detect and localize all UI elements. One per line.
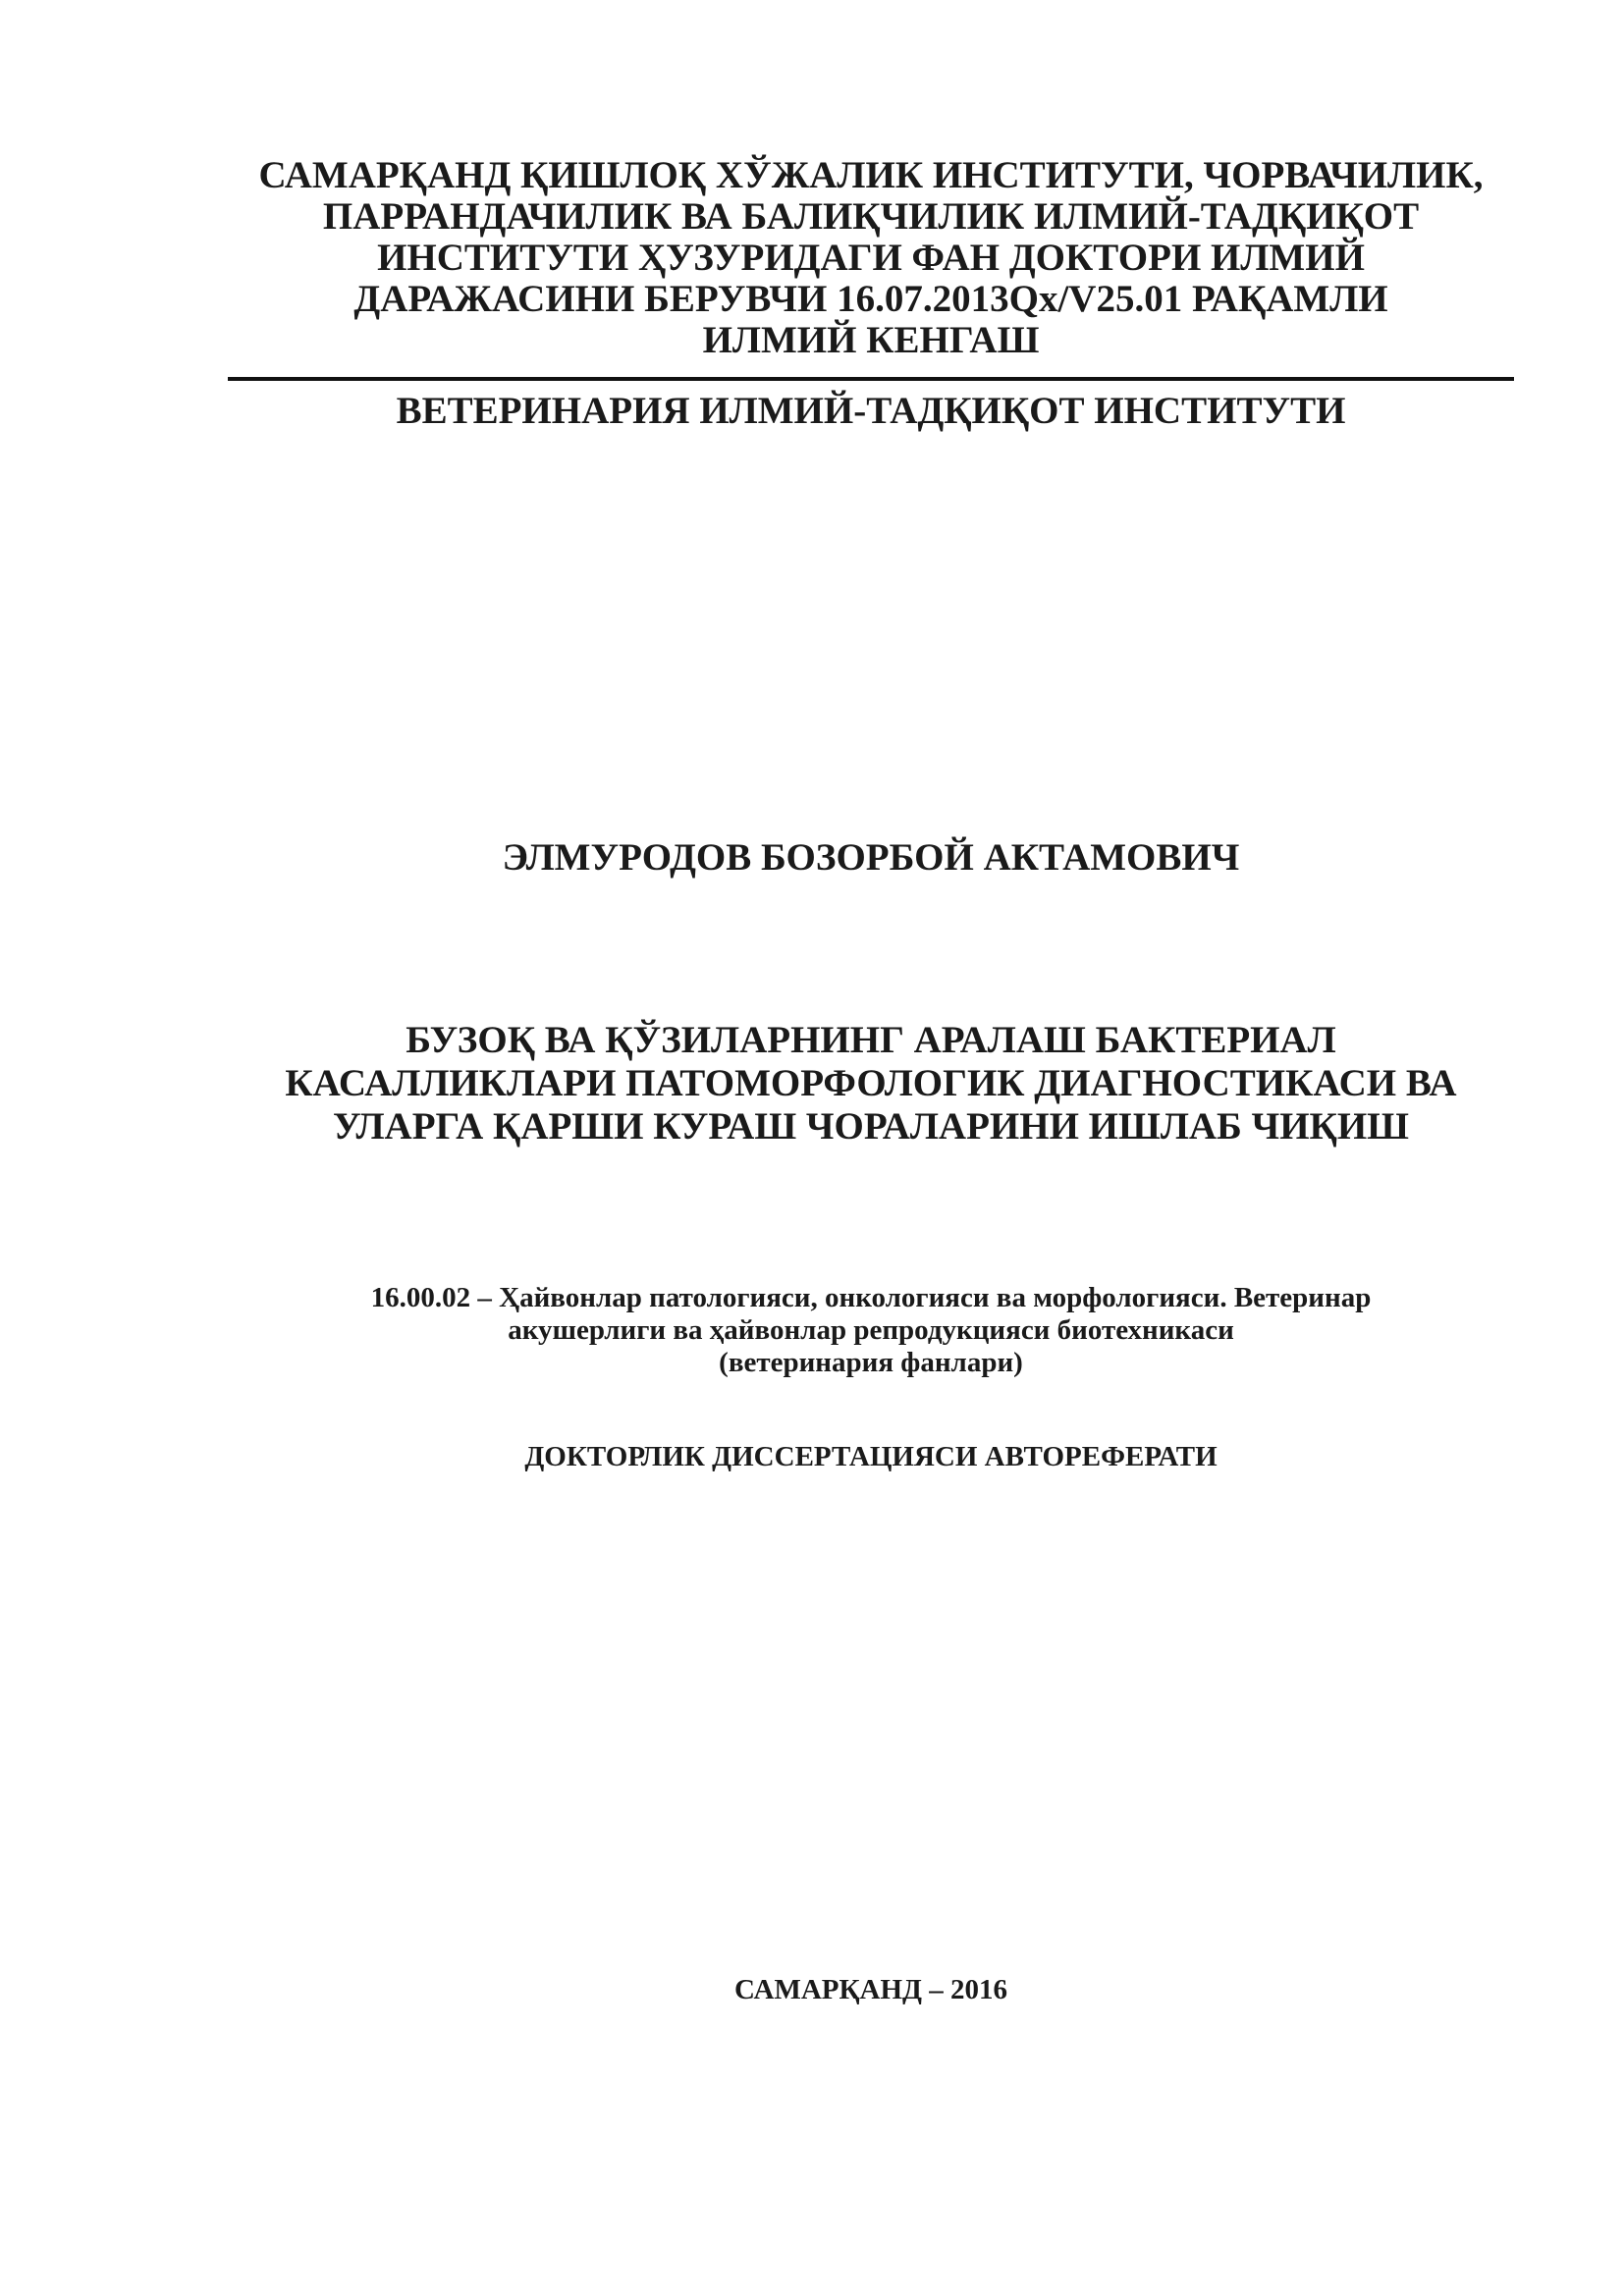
author-name: ЭЛМУРОДОВ БОЗОРБОЙ АКТАМОВИЧ [502, 836, 1240, 879]
council-heading-line: САМАРҚАНД ҚИШЛОҚ ХЎЖАЛИК ИНСТИТУТИ, ЧОРВАЧИЛИК, [258, 154, 1484, 196]
council-heading-line: ИНСТИТУТИ ҲУЗУРИДАГИ ФАН ДОКТОРИ ИЛМИЙ [377, 237, 1365, 279]
institute-name: ВЕТЕРИНАРИЯ ИЛМИЙ-ТАДҚИҚОТ ИНСТИТУТИ [396, 390, 1346, 432]
dissertation-title-line: БУЗОҚ ВА ҚЎЗИЛАРНИНГ АРАЛАШ БАКТЕРИАЛ [406, 1019, 1336, 1061]
specialty-line: (ветеринария фанлари) [719, 1347, 1023, 1378]
document-type: ДОКТОРЛИК ДИССЕРТАЦИЯСИ АВТОРЕФЕРАТИ [524, 1441, 1218, 1472]
dissertation-title-line: КАСАЛЛИКЛАРИ ПАТОМОРФОЛОГИК ДИАГНОСТИКАСИ ВА [285, 1062, 1457, 1104]
council-heading-line: ИЛМИЙ КЕНГАШ [702, 319, 1040, 361]
dissertation-title [228, 1019, 1514, 1148]
specialty-line: 16.00.02 – Ҳайвонлар патологияси, онкологияси ва морфологияси. Ветеринар [370, 1282, 1372, 1313]
place-and-year: САМАРҚАНД – 2016 [734, 1974, 1007, 2005]
council-heading-line: ПАРРАНДАЧИЛИК ВА БАЛИҚЧИЛИК ИЛМИЙ-ТАДҚИҚОТ [322, 195, 1420, 238]
specialty-line: акушерлиги ва ҳайвонлар репродукцияси биотехникаси [508, 1314, 1234, 1346]
heading-divider [228, 377, 1514, 381]
council-heading [228, 155, 1514, 361]
specialty-code [228, 1282, 1514, 1379]
dissertation-title-line: УЛАРГА ҚАРШИ КУРАШ ЧОРАЛАРИНИ ИШЛАБ ЧИҚИШ [333, 1105, 1409, 1148]
council-heading-line: ДАРАЖАСИНИ БЕРУВЧИ 16.07.2013Qx/V25.01 РАҚАМЛИ [353, 278, 1388, 320]
